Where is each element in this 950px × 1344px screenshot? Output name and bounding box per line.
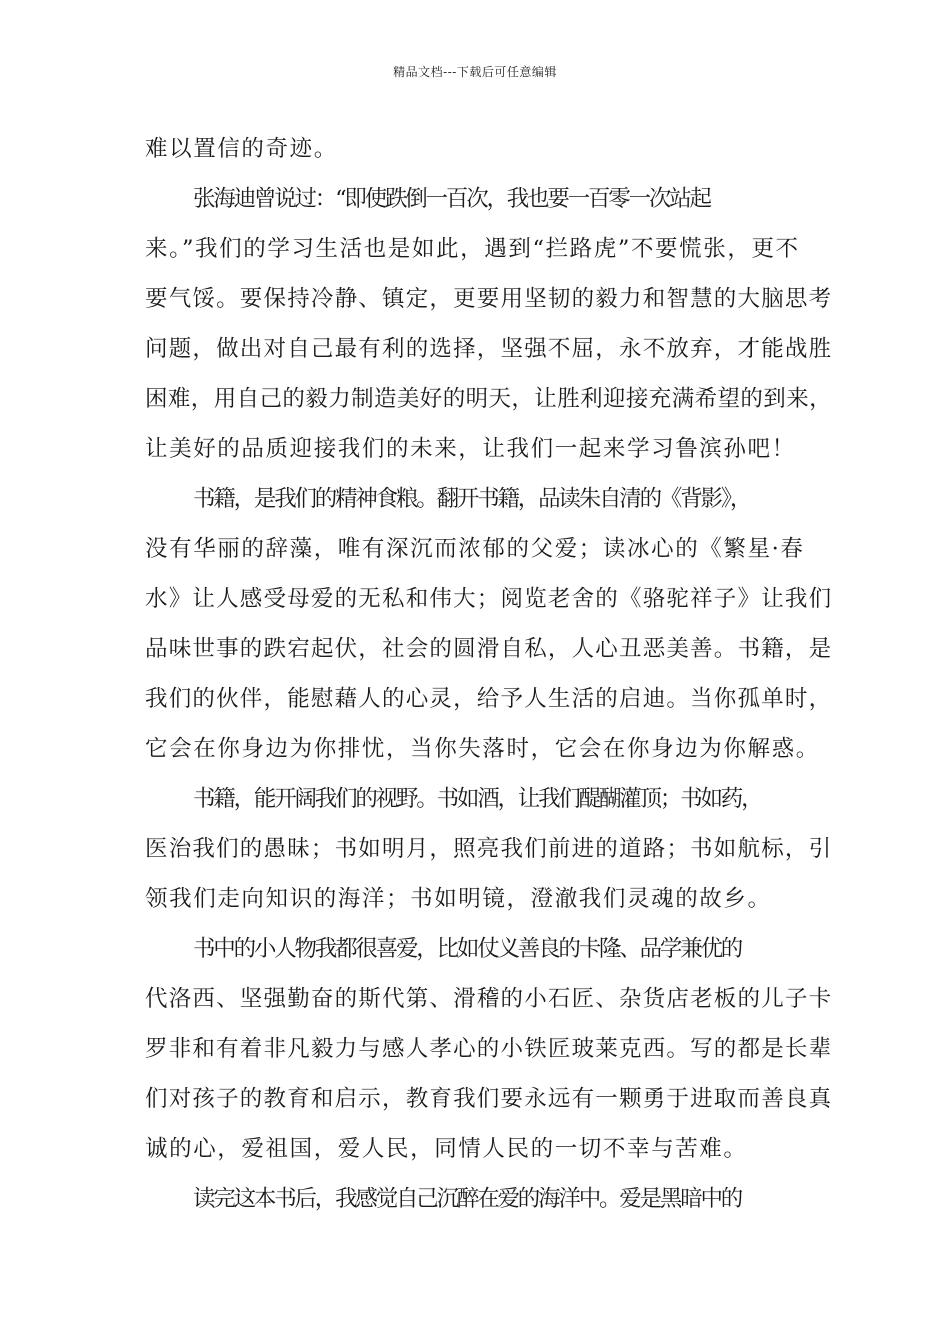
text-line: 医治我们的愚昧；书如明月，照亮我们前进的道路；书如航标，引: [145, 836, 833, 862]
text-line: 问题，做出对自己最有利的选择，坚强不屈，永不放弃，才能战胜: [145, 336, 833, 362]
text-line: 困难，用自己的毅力制造美好的明天，让胜利迎接充满希望的到来，: [145, 386, 833, 412]
text-line: 我们的伙伴，能慰藉人的心灵，给予人生活的启迪。当你孤单时，: [145, 686, 833, 712]
text-line: 代洛西、坚强勤奋的斯代第、滑稽的小石匠、杂货店老板的儿子卡: [145, 986, 833, 1012]
text-line: 领我们走向知识的海洋；书如明镜，澄澈我们灵魂的故乡。: [145, 886, 772, 912]
text-line: 要气馁。要保持冷静、镇定，更要用坚韧的毅力和智慧的大脑思考: [145, 286, 833, 312]
text-line: 它会在你身边为你排忧，当你失落时，它会在你身边为你解惑。: [145, 736, 820, 762]
text-line: 品味世事的跌宕起伏，社会的圆滑自私，人心丑恶美善。书籍，是: [145, 636, 833, 662]
text-line: 让美好的品质迎接我们的未来，让我们一起来学习鲁滨孙吧！: [145, 436, 796, 462]
text-line: 水》让人感受母爱的无私和伟大；阅览老舍的《骆驼祥子》让我们: [145, 586, 833, 612]
text-line: 读完这本书后，我感觉自己沉醉在爱的海洋中。爱是黑暗中的: [193, 1186, 742, 1212]
text-line: 诚的心，爱祖国，爱人民，同情人民的一切不幸与苦难。: [145, 1136, 748, 1162]
text-line: 没有华丽的辞藻，唯有深沉而浓郁的父爱；读冰心的《繁星·春: [145, 536, 805, 562]
text-line: 张海迪曾说过：“即使跌倒一百次，我也要一百零一次站起: [193, 186, 710, 212]
text-line: 书籍，是我们的精神食粮。翻开书籍，品读朱自清的《背影》，: [193, 486, 751, 512]
text-line: 书籍，能开阔我们的视野。书如酒，让我们醍醐灌顶；书如药，: [193, 786, 762, 812]
text-line: 书中的小人物我都很喜爱，比如仗义善良的卡隆、品学兼优的: [193, 936, 742, 962]
text-line: 难以置信的奇迹。: [145, 136, 338, 162]
text-line: 罗非和有着非凡毅力与感人孝心的小铁匠玻莱克西。写的都是长辈: [145, 1036, 833, 1062]
text-line: 来。”我们的学习生活也是如此，遇到“拦路虎”不要慌张，更不: [145, 236, 800, 262]
text-line: 们对孩子的教育和启示，教育我们要永远有一颗勇于进取而善良真: [145, 1086, 833, 1112]
page-header: 精品文档---下载后可任意编辑: [393, 65, 557, 79]
